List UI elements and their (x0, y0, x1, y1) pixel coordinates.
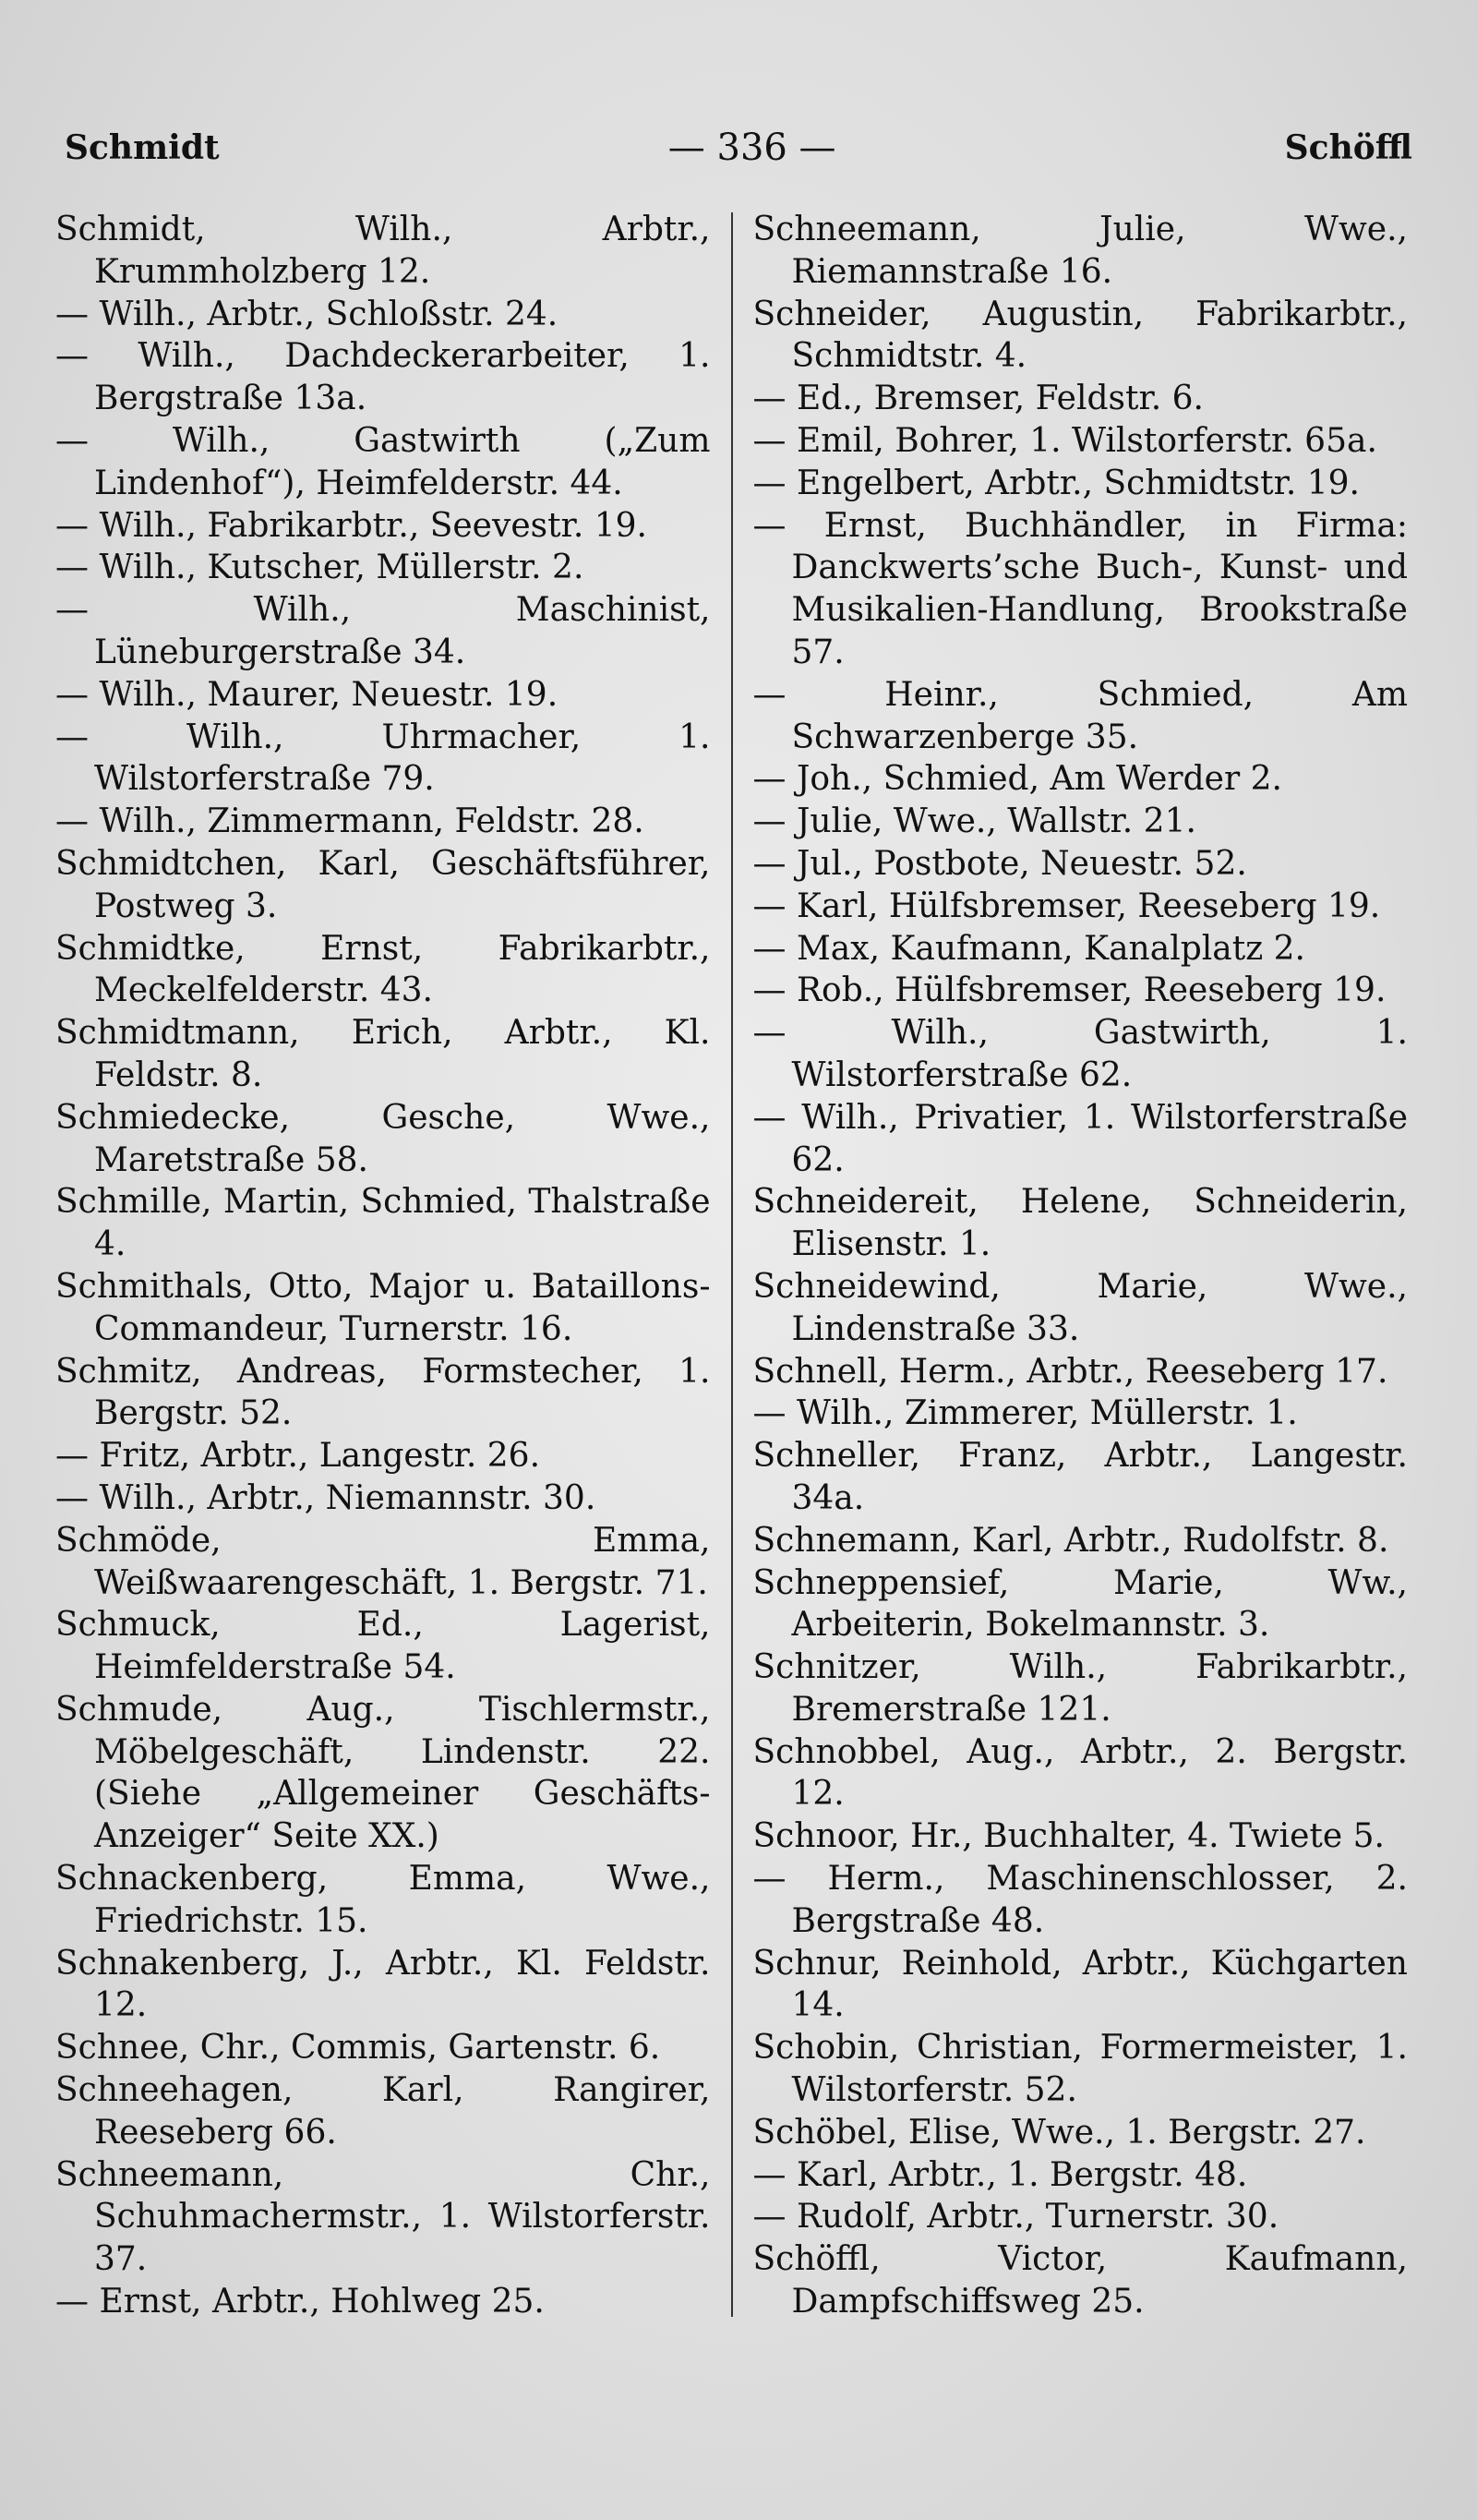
directory-entry: — Rudolf, Arbtr., Turnerstr. 30. (752, 2198, 1279, 2237)
page-number: — 336 — (667, 127, 836, 169)
directory-entry: — Heinr., Schmied, Am Schwarzenberge 35. (752, 675, 1408, 756)
directory-entry: Schobin, Christian, Formermeister, 1. Wilstorferstr. 52. (752, 2029, 1408, 2110)
directory-entry: Schöbel, Elise, Wwe., 1. Bergstr. 27. (752, 2113, 1366, 2152)
directory-entry: Schmithals, Otto, Major u. Bataillons-Commandeur, Turnerstr. 16. (55, 1267, 711, 1348)
directory-entry: Schnell, Herm., Arbtr., Reeseberg 17. (752, 1352, 1388, 1391)
directory-entry: — Emil, Bohrer, 1. Wilstorferstr. 65a. (752, 421, 1377, 460)
directory-entry: Schmitz, Andreas, Formstecher, 1. Bergstr. 52. (55, 1352, 711, 1433)
directory-entry: — Wilh., Gastwirth („Zum Lindenhof“), Heimfelderstr. 44. (55, 421, 711, 502)
directory-entry: Schnur, Reinhold, Arbtr., Küchgarten 14. (752, 1944, 1408, 2025)
header-left-keyword: Schmidt (65, 128, 220, 167)
directory-entry: — Ernst, Buchhändler, in Firma: Danckwerts’sche Buch-, Kunst- und Musikalien-Handlung, Brookstraße 57. (752, 506, 1408, 671)
right-column (733, 209, 1409, 2428)
directory-entry: — Wilh., Uhrmacher, 1. Wilstorferstraße 79. (55, 717, 711, 799)
directory-entry: Schmidtmann, Erich, Arbtr., Kl. Feldstr. 8. (55, 1014, 711, 1094)
header-right-keyword: Schöffl (1284, 128, 1412, 167)
directory-entry: Schnackenberg, Emma, Wwe., Friedrichstr. 15. (55, 1860, 711, 1940)
directory-entry: Schmille, Martin, Schmied, Thalstraße 4. (55, 1183, 711, 1264)
directory-entry: — Wilh., Privatier, 1. Wilstorferstraße 62. (752, 1098, 1408, 1179)
directory-entry: Schneehagen, Karl, Rangirer, Reeseberg 66. (55, 2071, 711, 2152)
directory-entry: — Julie, Wwe., Wallstr. 21. (752, 802, 1196, 841)
directory-entry: Schneller, Franz, Arbtr., Langestr. 34a. (752, 1437, 1408, 1517)
directory-entry: Schnoor, Hr., Buchhalter, 4. Twiete 5. (752, 1817, 1385, 1856)
directory-entry: — Wilh., Dachdeckerarbeiter, 1. Bergstraße 13a. (55, 337, 711, 418)
directory-entry: Schmidtke, Ernst, Fabrikarbtr., Meckelfelderstr. 43. (55, 929, 711, 1010)
directory-columns (55, 209, 1408, 2428)
directory-entry: Schmöde, Emma, Weißwaarengeschäft, 1. Bergstr. 71. (55, 1521, 711, 1602)
directory-entry: Schöffl, Victor, Kaufmann, Dampfschiffsweg 25. (752, 2240, 1408, 2321)
directory-entry: Schmidt, Wilh., Arbtr., Krummholzberg 12. (55, 211, 711, 291)
directory-entry: — Wilh., Arbtr., Niemannstr. 30. (55, 1478, 596, 1517)
directory-entry: Schnee, Chr., Commis, Gartenstr. 6. (55, 2029, 661, 2068)
directory-entry: Schmidtchen, Karl, Geschäftsführer, Postweg 3. (55, 844, 711, 925)
directory-entry: Schneider, Augustin, Fabrikarbtr., Schmidtstr. 4. (752, 295, 1408, 376)
directory-entry: — Wilh., Maurer, Neuestr. 19. (55, 675, 558, 714)
directory-entry: Schnitzer, Wilh., Fabrikarbtr., Bremerstraße 121. (752, 1648, 1408, 1729)
directory-entry: — Ed., Bremser, Feldstr. 6. (752, 380, 1204, 418)
directory-entry: — Wilh., Kutscher, Müllerstr. 2. (55, 549, 584, 587)
directory-entry: — Wilh., Maschinist, Lüneburgerstraße 34. (55, 591, 711, 671)
directory-entry: — Fritz, Arbtr., Langestr. 26. (55, 1437, 541, 1476)
directory-entry: — Wilh., Gastwirth, 1. Wilstorferstraße 62. (752, 1014, 1408, 1094)
directory-entry: — Joh., Schmied, Am Werder 2. (752, 760, 1282, 799)
directory-entry: Schmuck, Ed., Lagerist, Heimfelderstraße 54. (55, 1606, 711, 1687)
directory-entry: — Herm., Maschinenschlosser, 2. Bergstraße 48. (752, 1860, 1408, 1940)
directory-entry: — Engelbert, Arbtr., Schmidtstr. 19. (752, 464, 1360, 502)
directory-entry: Schnobbel, Aug., Arbtr., 2. Bergstr. 12. (752, 1732, 1408, 1814)
directory-entry: Schneemann, Julie, Wwe., Riemannstraße 16. (752, 211, 1408, 291)
directory-entry: — Karl, Hülfsbremser, Reeseberg 19. (752, 886, 1381, 925)
directory-entry: — Rob., Hülfsbremser, Reeseberg 19. (752, 971, 1387, 1010)
directory-entry: Schnemann, Karl, Arbtr., Rudolfstr. 8. (752, 1521, 1389, 1560)
directory-entry: Schneidereit, Helene, Schneiderin, Elisenstr. 1. (752, 1183, 1408, 1264)
directory-entry: — Wilh., Arbtr., Schloßstr. 24. (55, 295, 558, 333)
left-column (55, 209, 731, 2428)
directory-entry: Schmude, Aug., Tischlermstr., Möbelgeschäft, Lindenstr. 22. (Siehe „Allgemeiner Geschäfts-Anzeiger“ Seite XX.) (55, 1690, 711, 1856)
directory-entry: — Wilh., Zimmerer, Müllerstr. 1. (752, 1394, 1298, 1433)
page-header (65, 120, 1412, 175)
directory-entry: — Max, Kaufmann, Kanalplatz 2. (752, 929, 1305, 968)
directory-entry: Schneppensief, Marie, Ww., Arbeiterin, Bokelmannstr. 3. (752, 1563, 1408, 1645)
directory-entry: — Karl, Arbtr., 1. Bergstr. 48. (752, 2155, 1248, 2194)
directory-entry: Schneemann, Chr., Schuhmachermstr., 1. Wilstorferstr. 37. (55, 2155, 711, 2279)
directory-entry: — Wilh., Zimmermann, Feldstr. 28. (55, 802, 644, 841)
directory-entry: — Wilh., Fabrikarbtr., Seevestr. 19. (55, 506, 647, 545)
directory-entry: — Ernst, Arbtr., Hohlweg 25. (55, 2283, 545, 2321)
directory-entry: — Jul., Postbote, Neuestr. 52. (752, 844, 1247, 883)
directory-entry: Schnakenberg, J., Arbtr., Kl. Feldstr. 12. (55, 1944, 711, 2025)
directory-entry: Schneidewind, Marie, Wwe., Lindenstraße 33. (752, 1267, 1408, 1348)
directory-entry: Schmiedecke, Gesche, Wwe., Maretstraße 58. (55, 1098, 711, 1179)
